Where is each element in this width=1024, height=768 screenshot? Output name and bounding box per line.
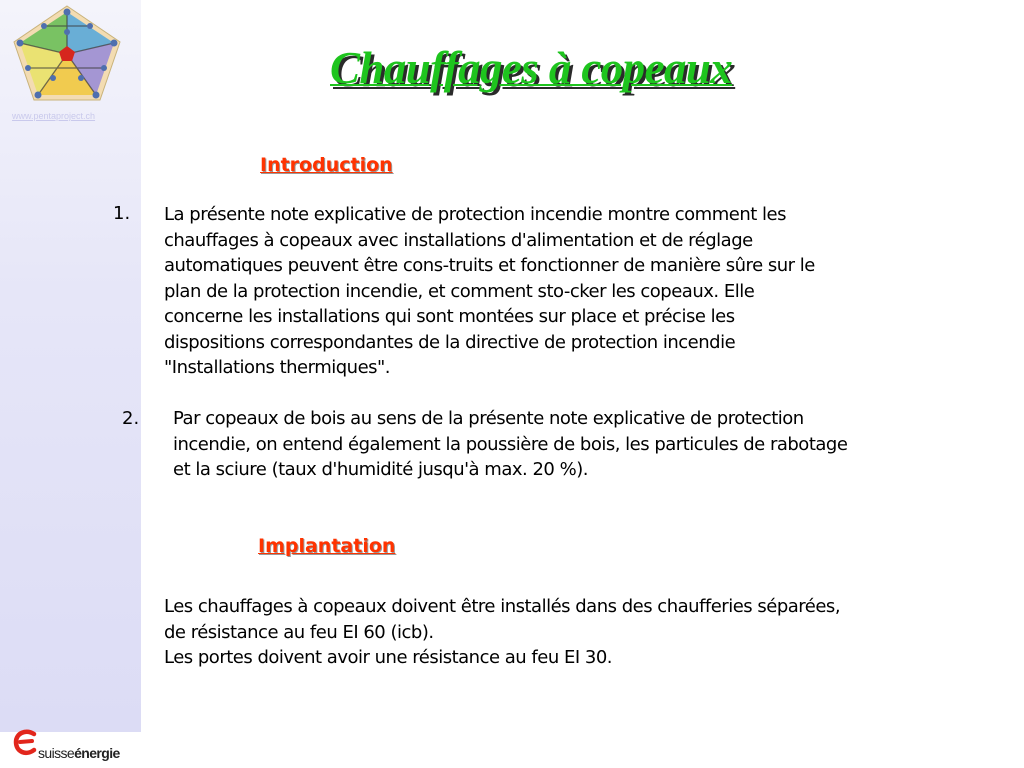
website-link[interactable]: www.pentaproject.ch bbox=[12, 111, 96, 121]
brand-bold: énergie bbox=[74, 745, 120, 761]
paragraph-line: dispositions correspondantes de la directive de protection incendie bbox=[164, 331, 736, 353]
paragraph-2 bbox=[173, 406, 1003, 483]
sidebar bbox=[0, 0, 141, 732]
paragraph-line: Les portes doivent avoir une résistance au feu EI 30. bbox=[164, 647, 612, 668]
item-number-1: 1. bbox=[113, 203, 131, 224]
paragraph-line: "Installations thermiques". bbox=[164, 357, 391, 378]
heading-implantation: Implantation bbox=[258, 535, 396, 557]
brand-name bbox=[38, 745, 120, 761]
brand-regular: suisse bbox=[38, 745, 75, 761]
paragraph-line: chauffages à copeaux avec installations d'alimentation et de réglage bbox=[164, 229, 753, 251]
paragraph-line: incendie, on entend également la poussière de bois, les particules de rabotage bbox=[173, 433, 848, 455]
paragraph-line: Les chauffages à copeaux doivent être installés dans des chaufferies séparées, bbox=[164, 596, 841, 617]
pentagon-network-logo-icon bbox=[8, 2, 126, 104]
paragraph-1 bbox=[164, 202, 984, 381]
paragraph-line: de résistance au feu EI 60 (icb). bbox=[164, 621, 434, 643]
suisse-energie-logo bbox=[10, 726, 140, 766]
paragraph-line: plan de la protection incendie, et comment sto-cker les copeaux. Elle bbox=[164, 280, 755, 302]
item-number-2: 2. bbox=[122, 408, 140, 429]
paragraph-line: La présente note explicative de protection incendie montre comment les bbox=[164, 204, 786, 225]
heading-introduction: Introduction bbox=[260, 154, 393, 176]
page-title: Chauffages à copeaux bbox=[330, 43, 733, 93]
paragraph-implantation bbox=[164, 594, 1019, 671]
paragraph-line: Par copeaux de bois au sens de la présente note explicative de protection bbox=[173, 408, 804, 429]
paragraph-line: concerne les installations qui sont montées sur place et précise les bbox=[164, 306, 735, 327]
paragraph-line: et la sciure (taux d'humidité jusqu'à max. 20 %). bbox=[173, 459, 588, 480]
paragraph-line: automatiques peuvent être cons-truits et fonctionner de manière sûre sur le bbox=[164, 255, 815, 276]
